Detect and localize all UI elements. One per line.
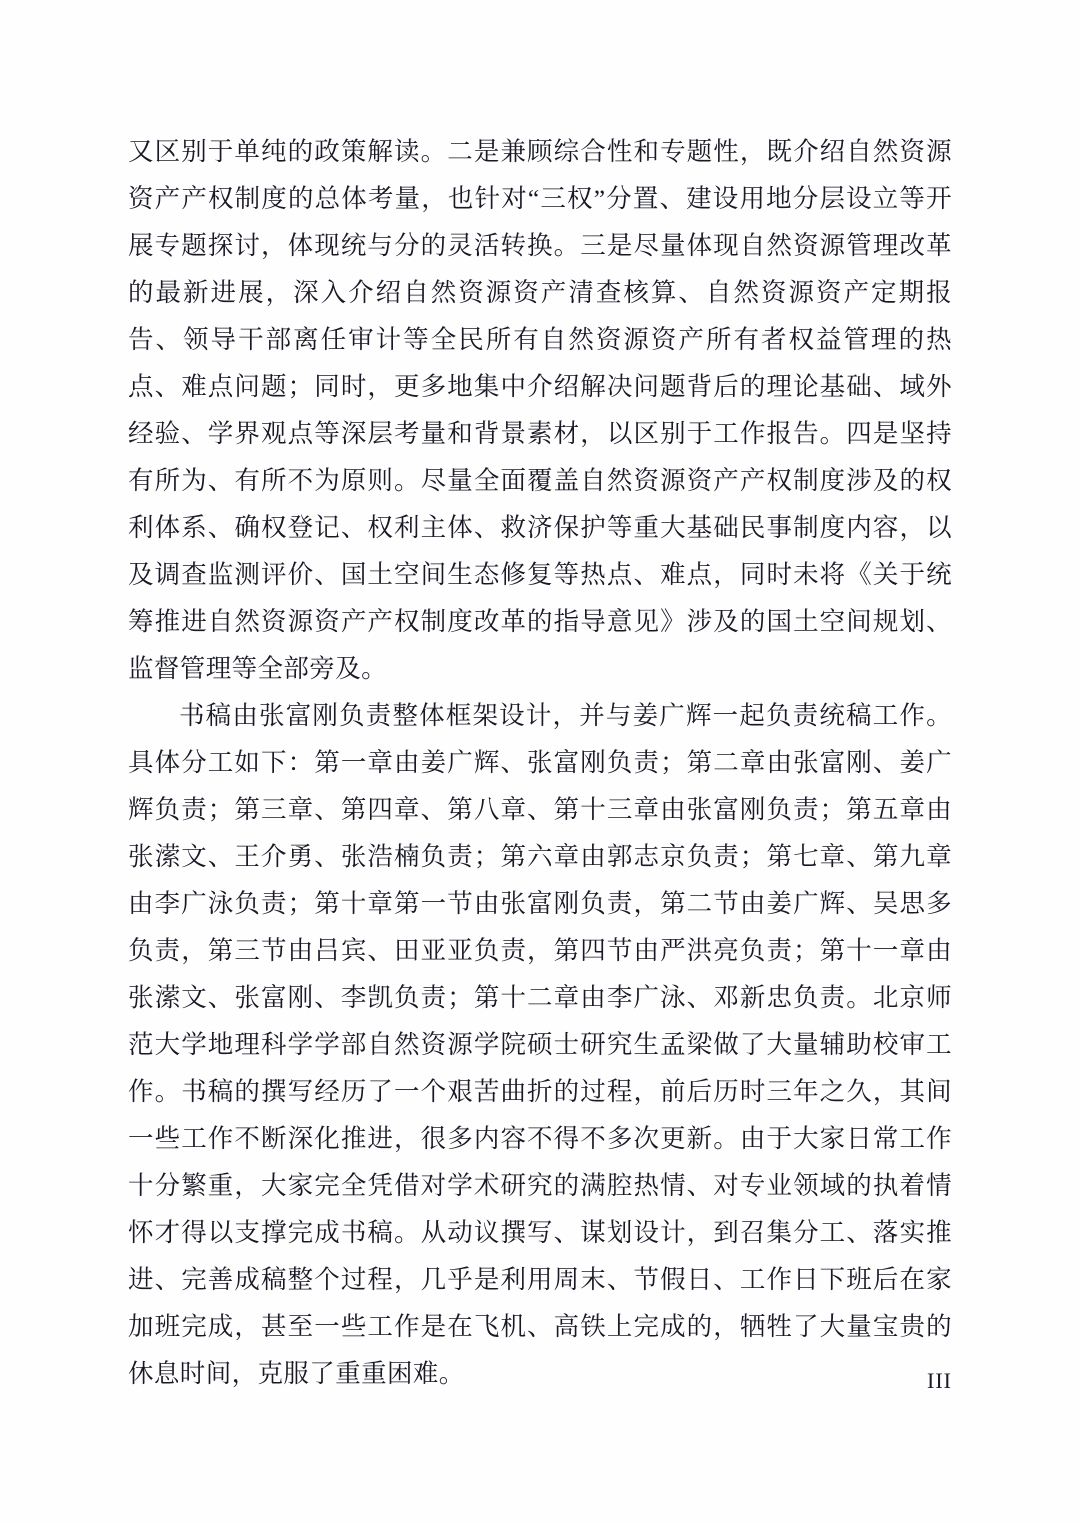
page-body <box>128 128 952 1397</box>
paragraph-1: 又区别于单纯的政策解读。二是兼顾综合性和专题性，既介绍自然资源资产产权制度的总体考量，也针对“三权”分置、建设用地分层设立等开展专题探讨，体现统与分的灵活转换。三是尽量体现自然资源管理改革的最新进展，深入介绍自然资源资产清查核算、自然资源资产定期报告、领导干部离任审计等全民所有自然资源资产所有者权益管理的热点、难点问题；同时，更多地集中介绍解决问题背后的理论基础、域外经验、学界观点等深层考量和背景素材，以区别于工作报告。四是坚持有所为、有所不为原则。尽量全面覆盖自然资源资产产权制度涉及的权利体系、确权登记、权利主体、救济保护等重大基础民事制度内容，以及调查监测评价、国土空间生态修复等热点、难点，同时未将《关于统筹推进自然资源资产产权制度改革的指导意见》涉及的国土空间规划、监督管理等全部旁及。 <box>128 137 952 683</box>
paragraph-2: 书稿由张富刚负责整体框架设计，并与姜广辉一起负责统稿工作。具体分工如下：第一章由姜广辉、张富刚负责；第二章由张富刚、姜广辉负责；第三章、第四章、第八章、第十三章由张富刚负责；第五章由张潆文、王介勇、张浩楠负责；第六章由郭志京负责；第七章、第九章由李广泳负责；第十章第一节由张富刚负责，第二节由姜广辉、吴思多负责，第三节由吕宾、田亚亚负责，第四节由严洪亮负责；第十一章由张潆文、张富刚、李凯负责；第十二章由李广泳、邓新忠负责。北京师范大学地理科学学部自然资源学院硕士研究生孟梁做了大量辅助校审工作。书稿的撰写经历了一个艰苦曲折的过程，前后历时三年之久，其间一些工作不断深化推进，很多内容不得不多次更新。由于大家日常工作十分繁重，大家完全凭借对学术研究的满腔热情、对专业领域的执着情怀才得以支撑完成书稿。从动议撰写、谋划设计，到召集分工、落实推进、完善成稿整个过程，几乎是利用周末、节假日、工作日下班后在家加班完成，甚至一些工作是在飞机、高铁上完成的，牺牲了大量宝贵的休息时间，克服了重重困难。 <box>128 701 952 1388</box>
page-number: III <box>927 1368 952 1393</box>
